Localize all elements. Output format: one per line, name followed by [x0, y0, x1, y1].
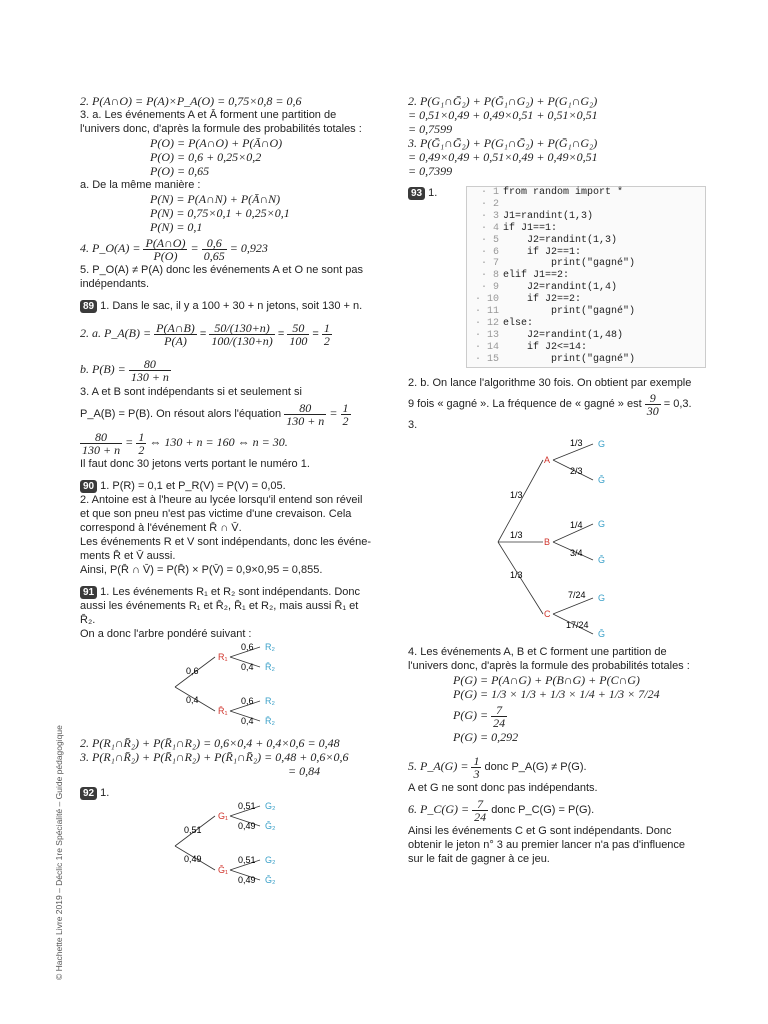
- text-line: 3.: [408, 419, 418, 431]
- text-line: obtenir le jeton n° 3 au premier lancer n'a pas d'influence: [408, 839, 686, 851]
- code-line: [467, 354, 705, 366]
- text-line: [80, 786, 376, 800]
- formula-line: 2. a. P_A(B) = $\frac{P(A\cap B)}{P(A)}$ = $\frac{50/(130+n)}{100/(130+n)}$ = $\frac{50}{100}$ = $\frac{1}{2}$: [80, 320, 330, 348]
- code-line: [467, 258, 705, 270]
- exercise-badge: 93: [408, 187, 425, 200]
- tree-probability: 0,4: [186, 695, 199, 705]
- numerator: 7: [477, 796, 484, 811]
- tree-probability: 0,49: [238, 875, 256, 885]
- text-line: A et G ne sont donc pas indépendants.: [408, 782, 598, 794]
- tree-leaf: Ḡ: [598, 555, 606, 565]
- numerator: 1: [138, 429, 145, 444]
- tree-probability: 17/24: [566, 620, 589, 630]
- fraction: [284, 402, 326, 427]
- code-text: if J2<=14:: [503, 341, 588, 353]
- numerator: 1: [473, 753, 480, 768]
- formula-line: = 0,84: [288, 764, 321, 778]
- numerator: 80: [143, 356, 156, 371]
- denominator: 24: [474, 809, 487, 824]
- text-line: Les événements R et V sont indépendants, donc les événe-: [80, 536, 372, 548]
- tree-probability: 0,49: [238, 821, 256, 831]
- code-line: [467, 270, 705, 282]
- line-number: · 8: [480, 270, 499, 282]
- denominator: 24: [493, 715, 506, 730]
- text-line: [80, 479, 376, 493]
- tree-probability: 0,4: [241, 716, 254, 726]
- numerator: 7: [496, 702, 503, 717]
- tree-diagram-93: [408, 432, 704, 642]
- code-text: J2=randint(1,48): [503, 329, 624, 341]
- formula-part: = 0,923: [229, 241, 268, 255]
- formula-line: [408, 795, 704, 824]
- formula-line: [80, 428, 376, 457]
- formula-line: [80, 399, 376, 428]
- fraction: [129, 358, 171, 383]
- tree-probability: 1/3: [570, 438, 583, 448]
- text: 1. Les événements R₁ et R₂ sont indépendants. Donc: [100, 586, 361, 598]
- text: 1. Dans le sac, il y a 100 + 30 + n jetons, soit 130 + n.: [100, 300, 363, 312]
- formula-line: 2. P(G₁∩Ḡ₂) + P(Ḡ₁∩G₂) + P(G₁∩G₂): [408, 94, 598, 108]
- line-number: · 11: [474, 306, 499, 318]
- tree-leaf: G₂: [265, 855, 276, 865]
- code-text: J1=randint(1,3): [503, 210, 594, 222]
- text-line: [80, 585, 376, 599]
- line-number: · 13: [474, 329, 499, 341]
- tree-probability: 0,6: [186, 666, 199, 676]
- denominator: 130 + n: [82, 442, 121, 457]
- formula-line: [408, 701, 704, 730]
- tree-probability: 3/4: [570, 548, 583, 558]
- fraction: [202, 237, 227, 262]
- tree-leaf: Ḡ₂: [265, 875, 276, 885]
- tree-leaf: R̄₂: [265, 716, 275, 726]
- text-line: sur le fait de gagner à ce jeu.: [408, 853, 550, 865]
- text-line: On a donc l'arbre pondéré suivant :: [80, 628, 252, 640]
- fraction: [143, 237, 187, 262]
- denominator: 130 + n: [130, 369, 169, 384]
- code-line: [467, 318, 705, 330]
- code-line: [467, 211, 705, 223]
- formula-part: =: [329, 406, 338, 420]
- denominator: 0,65: [203, 248, 225, 263]
- exercise-badge: 92: [80, 787, 97, 800]
- fraction: [341, 402, 351, 427]
- formula-part: 6. P_C(G) =: [408, 802, 470, 816]
- formula-line: [408, 752, 704, 781]
- code-text: print("gagné"): [503, 353, 636, 365]
- right-column: [408, 94, 704, 866]
- numerator: P(A∩O): [145, 235, 186, 250]
- code-line: [467, 294, 705, 306]
- tree-node: Ḡ₁: [218, 865, 229, 875]
- text-line: 2. Antoine est à l'heure au lycée lorsqu'il entend son réveil: [80, 494, 363, 506]
- denominator: 2: [138, 442, 145, 457]
- code-line: [467, 187, 705, 199]
- code-line: [467, 247, 705, 259]
- text-line: 4. Les événements A, B et C forment une partition de: [408, 646, 667, 658]
- tree-probability: 1/3: [510, 490, 523, 500]
- formula-line: = 0,49×0,49 + 0,51×0,49 + 0,49×0,51: [408, 150, 598, 164]
- denominator: 100: [289, 333, 308, 348]
- formula-line: P(N) = 0,75×0,1 + 0,25×0,1: [150, 206, 290, 220]
- line-number: · 12: [474, 317, 499, 329]
- code-line: [467, 330, 705, 342]
- text-line: Ainsi les événements C et G sont indépendants. Donc: [408, 825, 672, 837]
- line-number: · 1: [480, 187, 499, 198]
- text-line: 3. a. Les événements A et Ā forment une partition de: [80, 109, 337, 121]
- denominator: 3: [473, 766, 480, 781]
- text-line: l'univers donc, d'après la formule des probabilités totales :: [80, 123, 362, 135]
- formula-line: P(O) = P(A∩O) + P(Ā∩O): [150, 136, 283, 150]
- numerator: 50/(130+n): [214, 320, 270, 335]
- tree-diagram-92: [80, 800, 376, 892]
- fraction: [645, 392, 661, 417]
- line-number: · 6: [480, 246, 499, 258]
- text: donc P_C(G) = P(G).: [491, 804, 595, 816]
- fraction: [472, 798, 488, 823]
- fraction: [471, 755, 481, 780]
- formula-line: P(N) = P(A∩N) + P(Ā∩N): [150, 192, 281, 206]
- line-number: · 10: [474, 294, 499, 306]
- tree-node: A: [544, 455, 551, 465]
- line-number: · 5: [480, 234, 499, 246]
- tree-leaf: R̄₂: [265, 662, 275, 672]
- denominator: P(O): [143, 249, 187, 262]
- code-text: from random import *: [503, 187, 624, 198]
- line-number: · 2: [480, 198, 499, 210]
- tree-leaf: G: [598, 439, 606, 449]
- code-line: [467, 223, 705, 235]
- formula-part: 4. P_O(A) =: [80, 241, 141, 255]
- text: 9 fois « gagné ». La fréquence de « gagné » est: [408, 398, 642, 410]
- formula-line: P(O) = 0,6 + 0,25×0,2: [150, 150, 262, 164]
- code-line: [467, 235, 705, 247]
- tree-probability: 0,51: [238, 855, 256, 865]
- text-line: Il faut donc 30 jetons verts portant le numéro 1.: [80, 458, 310, 470]
- tree-leaf: R₂: [265, 696, 275, 706]
- denominator: 2: [342, 413, 349, 428]
- text-line: R̄₂.: [80, 614, 96, 626]
- code-text: if J2==2:: [503, 294, 582, 306]
- numerator: 50: [292, 320, 305, 335]
- tree-probability: 0,49: [184, 854, 202, 864]
- text-line: [408, 390, 704, 418]
- tree-leaf: G: [598, 519, 606, 529]
- numerator: 1: [323, 320, 330, 335]
- text-line: l'univers donc, d'après la formule des probabilités totales :: [408, 660, 690, 672]
- formula-line: 3. P(Ḡ₁∩Ḡ₂) + P(G₁∩Ḡ₂) + P(Ḡ₁∩G₂): [408, 136, 598, 150]
- tree-leaf: R₂: [265, 642, 275, 652]
- text: = 0,3.: [663, 398, 692, 410]
- formula-part: P(G) =: [453, 687, 489, 701]
- sidebar-credit: © Hachette Livre 2019 – Déclic 1re Spécialité – Guide pédagogique: [54, 725, 64, 980]
- numerator: 1: [342, 400, 349, 415]
- numerator: 80: [299, 400, 312, 415]
- text-line: a. De la même manière :: [80, 179, 201, 191]
- fraction: [287, 322, 309, 347]
- formula-part: P(G) =: [453, 708, 489, 722]
- tree-probability: 0,51: [238, 801, 256, 811]
- tree-leaf: G: [598, 593, 606, 603]
- denominator: P(A): [154, 334, 197, 347]
- exercise-badge: 89: [80, 300, 97, 313]
- text-line: et que son pneu n'est pas victime d'une crevaison. Cela: [80, 508, 352, 520]
- tree-leaf: Ḡ: [598, 475, 606, 485]
- tree-probability: 0,6: [241, 642, 254, 652]
- fraction: [154, 322, 197, 347]
- fraction: [491, 704, 507, 729]
- formula-line: P(G) = P(A∩G) + P(B∩G) + P(C∩G): [453, 673, 640, 687]
- text: donc P_A(G) ≠ P(G).: [484, 761, 587, 773]
- text-line: aussi les événements R₁ et R̄₂, R̄₁ et R₂, mais aussi R̄₁ et: [80, 600, 359, 612]
- tree-probability: 0,51: [184, 825, 202, 835]
- exercise-badge: 91: [80, 586, 97, 599]
- code-block: [466, 186, 706, 368]
- denominator: 130 + n: [286, 413, 325, 428]
- numerator: 80: [95, 429, 108, 444]
- formula-line: 2. P(R₁∩R̄₂) + P(R̄₁∩R₂) = 0,6×0,4 + 0,4×0,6 = 0,48: [80, 736, 340, 750]
- formula-part: 2. a. P_A(B) =: [80, 326, 152, 340]
- tree-leaf: Ḡ: [598, 629, 606, 639]
- code-text: if J2==1:: [503, 246, 582, 258]
- tree-node: G₁: [218, 811, 229, 821]
- code-line: [467, 306, 705, 318]
- formula-line: P(O) = 0,65: [150, 164, 210, 178]
- code-line: [467, 282, 705, 294]
- line-number: · 7: [480, 258, 499, 270]
- numerator: 9: [649, 390, 656, 405]
- formula-line: P(G) = 0,292: [453, 730, 519, 744]
- line-number: · 4: [480, 222, 499, 234]
- code-text: if J1==1:: [503, 222, 558, 234]
- line-number: · 3: [480, 210, 499, 222]
- formula-line: [80, 354, 376, 385]
- line-number: · 14: [474, 341, 499, 353]
- code-line: [467, 199, 705, 211]
- code-line: [467, 342, 705, 354]
- formula-part: =: [125, 435, 134, 449]
- formula-line: = 0,51×0,49 + 0,49×0,51 + 0,51×0,51: [408, 108, 598, 122]
- denominator: 100/(130+n): [211, 333, 273, 348]
- line-number: · 15: [474, 353, 499, 365]
- text-line: 2. P(A∩O) = P(A)×P_A(O) = 0,75×0,8 = 0,6: [80, 94, 302, 108]
- code-text: J2=randint(1,4): [503, 282, 618, 294]
- exercise-badge: 90: [80, 480, 97, 493]
- formula-part: 5. P_A(G) =: [408, 759, 469, 773]
- text: 1. P(R) = 0,1 et P_R(V) = P(V) = 0,05.: [100, 480, 286, 492]
- fraction: [80, 431, 122, 456]
- tree-diagram-91: [80, 641, 376, 733]
- formula-line: [408, 687, 704, 701]
- formula-part: ⇔ 130 + n = 160 ⇔ n = 30.: [149, 435, 288, 449]
- text-line: 5. P_O(A) ≠ P(A) donc les événements A et O ne sont pas: [80, 264, 364, 276]
- text-line: indépendants.: [80, 278, 150, 290]
- text-line: ments R̄ et V̄ aussi.: [80, 550, 176, 562]
- tree-probability: 7/24: [568, 590, 586, 600]
- text-line: correspond à l'événement R̄ ∩ V̄.: [80, 522, 242, 534]
- text: 1.: [100, 787, 110, 799]
- denominator: 2: [323, 333, 330, 348]
- code-text: elif J1==2:: [503, 270, 570, 282]
- text: P_A(B) = P(B). On résout alors l'équation: [80, 408, 282, 420]
- fraction: [209, 322, 274, 347]
- tree-node: R̄₁: [218, 706, 228, 716]
- tree-leaf: G₂: [265, 801, 276, 811]
- formula-part: =: [190, 241, 199, 255]
- tree-node: R₁: [218, 652, 228, 662]
- formula-line: 3. P(R₁∩R̄₂) + P(R̄₁∩R₂) + P(R̄₁∩R̄₂) = 0,48 + 0,6×0,6: [80, 750, 349, 764]
- formula-part: b. P(B) =: [80, 362, 126, 376]
- text-line: Ainsi, P(R̄ ∩ V̄) = P(R̄) × P(V̄) = 0,9×0,95 = 0,855.: [80, 564, 323, 576]
- fraction: [322, 322, 332, 347]
- tree-probability: 0,6: [241, 696, 254, 706]
- tree-probability: 1/4: [570, 520, 583, 530]
- tree-probability: 0,4: [241, 662, 254, 672]
- denominator: 30: [646, 403, 659, 418]
- code-text: print("gagné"): [503, 306, 636, 318]
- text-line: [80, 299, 376, 313]
- formula-line: P(N) = 0,1: [150, 220, 203, 234]
- tree-node: C: [544, 609, 551, 619]
- tree-leaf: Ḡ₂: [265, 821, 276, 831]
- tree-probability: 1/3: [510, 530, 523, 540]
- code-text: else:: [503, 317, 534, 329]
- text-line: 3. A et B sont indépendants si et seulement si: [80, 386, 302, 398]
- text-line: 2. b. On lance l'algorithme 30 fois. On obtient par exemple: [408, 377, 692, 389]
- tree-probability: 1/3: [510, 570, 523, 580]
- fraction: [136, 431, 146, 456]
- formula-line: [80, 234, 376, 263]
- numerator: P(A∩B): [156, 320, 195, 335]
- text: 1.: [428, 187, 438, 199]
- numerator: 0,6: [206, 235, 222, 250]
- tree-node: B: [544, 537, 551, 547]
- left-column: [80, 94, 376, 895]
- tree-probability: 2/3: [570, 466, 583, 476]
- code-text: print("gagné"): [503, 258, 636, 270]
- formula-line: = 0,7599: [408, 122, 453, 136]
- line-number: · 9: [480, 282, 499, 294]
- code-text: J2=randint(1,3): [503, 234, 618, 246]
- formula-part: 1/3 × 1/3 + 1/3 × 1/4 + 1/3 × 7/24: [491, 687, 660, 701]
- formula-line: = 0,7399: [408, 164, 453, 178]
